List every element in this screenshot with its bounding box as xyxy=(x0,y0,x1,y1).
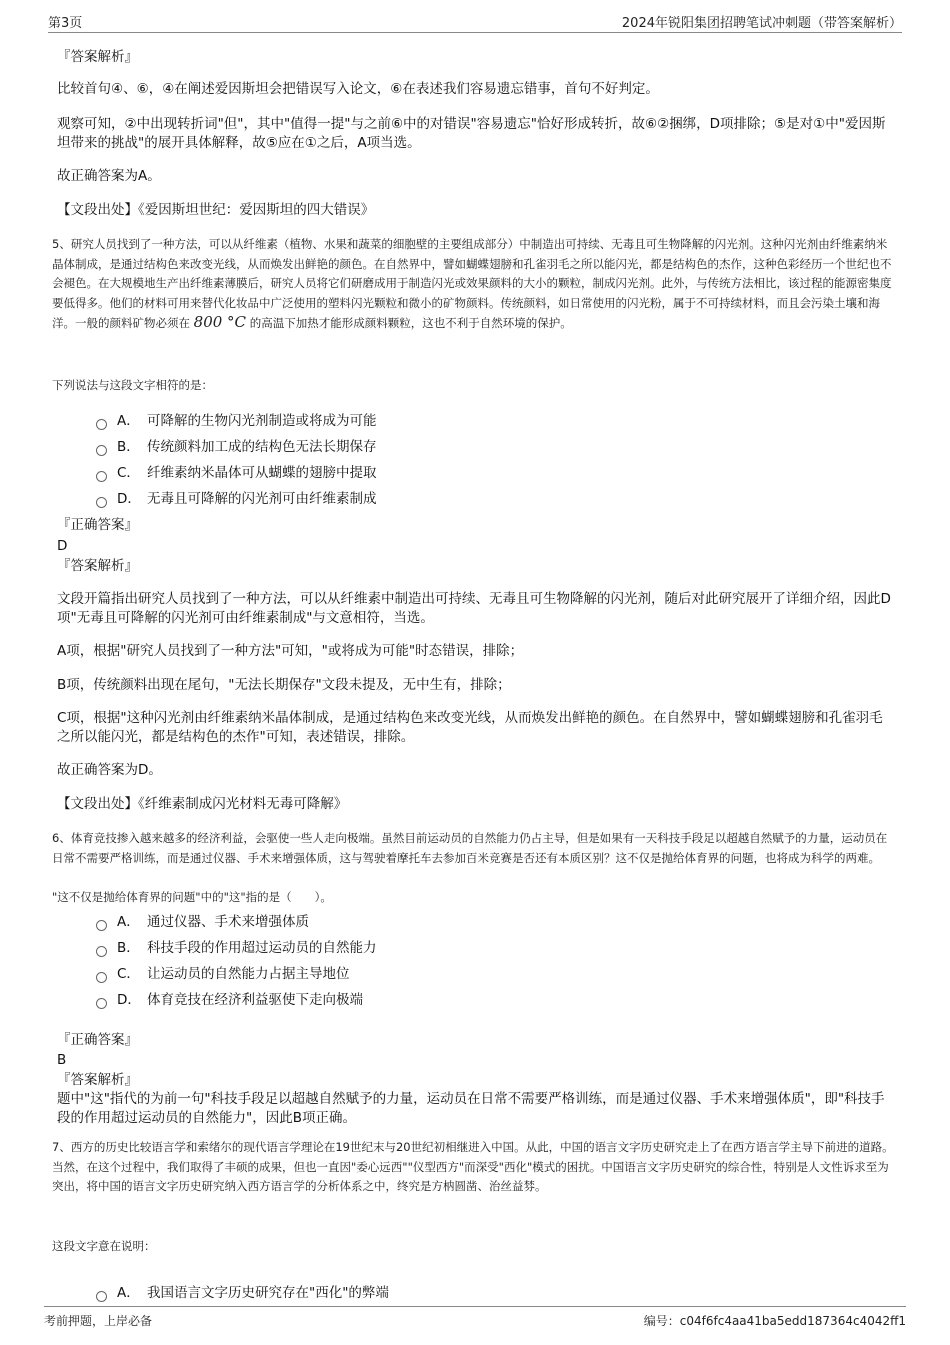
q5-analysis-5: 故正确答案为D。 xyxy=(57,762,162,778)
q7-question: 这段文字意在说明： xyxy=(52,1239,156,1253)
q6-option-a[interactable]: A． 通过仪器、手术来增强体质 xyxy=(96,912,309,932)
radio-icon[interactable] xyxy=(96,445,107,456)
q5-temperature: 800 °C xyxy=(193,313,247,331)
q5-option-d[interactable]: D． 无毒且可降解的闪光剂可由纤维素制成 xyxy=(96,489,377,509)
q6-option-b[interactable]: B． 科技手段的作用超过运动员的自然能力 xyxy=(96,938,377,958)
q4-analysis-p2: 观察可知，②中出现转折词"但"，其中"值得一提"与之前⑥中的对错误"容易遗忘"恰好形成转折，故⑥②捆绑，D项排除；⑤是对①中"爱因斯坦带来的挑战"的展开具体解释，故⑤应在①之后，A项当选。 xyxy=(57,116,886,151)
q5-option-b[interactable]: B． 传统颜料加工成的结构色无法长期保存 xyxy=(96,437,377,457)
q6-option-d[interactable]: D． 体育竞技在经济利益驱使下走向极端 xyxy=(96,990,363,1010)
q4-analysis-p1: 比较首句④、⑥，④在阐述爱因斯坦会把错误写入论文，⑥在表述我们容易遗忘错事，首句不好判定。 xyxy=(57,81,659,97)
q5-analysis-3: B项，传统颜料出现在尾句，"无法长期保存"文段未提及，无中生有，排除； xyxy=(57,677,511,693)
q6-answer-label: 『正确答案』 xyxy=(57,1032,138,1048)
q5-stem xyxy=(52,235,897,334)
q5-analysis-4: C项，根据"这种闪光剂由纤维素纳米晶体制成，是通过结构色来改变光线，从而焕发出鲜艳的颜色。在自然界中，譬如蝴蝶翅膀和孔雀羽毛之所以能闪光，都是结构色的杰作"可知，表述错误，排除。 xyxy=(57,710,883,745)
q5-analysis-2: A项，根据"研究人员找到了一种方法"可知，"或将成为可能"时态错误，排除； xyxy=(57,643,524,659)
q5-stem-b: 的高温下加热才能形成颜料颗粒，这也不利于自然环境的保护。 xyxy=(249,316,572,330)
q4-analysis-label: 『答案解析』 xyxy=(57,49,138,65)
q5-stem-a: 5、研究人员找到了一种方法，可以从纤维素（植物、水果和蔬菜的细胞壁的主要组成部分）中制造出可持续、无毒且可生物降解的闪光剂。这种闪光剂由纤维素纳米晶体制成，是通过结构色来改变光线，从而焕发出鲜艳的颜色。在自然界中，譬如蝴蝶翅膀和孔雀羽毛之所以能闪光，都是结构色的杰作，这种色彩经历一个世纪也不会褪色。在大规模地生产出纤维素薄膜后，研究人员将它们研磨成用于制造闪光或效果颜料的大小的颗粒，制成闪光剂。此外，与传统方法相比，该过程的能源密集度要低得多。他们的材料可用来替代化妆品中广泛使用的塑料闪光颗粒和微小的矿物颜料。传统颜料，如日常使用的闪光粉，属于不可持续材料，而且会污染土壤和海洋。一般的颜料矿物必须在 xyxy=(52,237,892,330)
q4-analysis-p3: 故正确答案为A。 xyxy=(57,168,161,184)
radio-icon[interactable] xyxy=(96,998,107,1009)
q6-stem: 6、体育竞技掺入越来越多的经济利益，会驱使一些人走向极端。虽然目前运动员的自然能力仍占主导，但是如果有一天科技手段足以超越自然赋予的力量，运动员在日常不需要严格训练，而是通过仪器、手术来增强体质，这与驾驶着摩托车去参加百米竞赛是否还有本质区别？这不仅是抛给体育界的问题，也将成为科学的两难。 xyxy=(52,831,888,865)
radio-icon[interactable] xyxy=(96,419,107,430)
q4-source: 【文段出处】《爱因斯坦世纪：爱因斯坦的四大错误》 xyxy=(57,202,375,218)
radio-icon[interactable] xyxy=(96,1291,107,1302)
q5-analysis-1: 文段开篇指出研究人员找到了一种方法，可以从纤维素中制造出可持续、无毒且可生物降解的闪光剂，随后对此研究展开了详细介绍，因此D项"无毒且可降解的闪光剂可由纤维素制成"与文意相符，当选。 xyxy=(57,591,891,626)
q6-option-c[interactable]: C． 让运动员的自然能力占据主导地位 xyxy=(96,964,350,984)
q6-analysis: 题中"这"指代的为前一句"科技手段足以超越自然赋予的力量，运动员在日常不需要严格训练，而是通过仪器、手术来增强体质"，即"科技手段的作用超过运动员的自然能力"，因此B项正确。 xyxy=(57,1091,885,1126)
q6-analysis-label: 『答案解析』 xyxy=(57,1072,138,1088)
q6-question: "这不仅是抛给体育界的问题"中的"这"指的是（ ）。 xyxy=(52,890,332,904)
q5-source: 【文段出处】《纤维素制成闪光材料无毒可降解》 xyxy=(57,796,348,812)
radio-icon[interactable] xyxy=(96,946,107,957)
page-header xyxy=(48,12,902,33)
q5-answer-label: 『正确答案』 xyxy=(57,517,138,533)
doc-title: 2024年锐阳集团招聘笔试冲刺题（带答案解析） xyxy=(621,16,902,31)
q5-option-a[interactable]: A． 可降解的生物闪光剂制造或将成为可能 xyxy=(96,411,377,431)
page-footer xyxy=(44,1306,906,1329)
footer-slogan: 考前押题，上岸必备 xyxy=(44,1314,153,1328)
q6-answer: B xyxy=(57,1052,67,1068)
q5-answer: D xyxy=(57,538,68,554)
page-number: 第3页 xyxy=(48,16,83,31)
q5-analysis-label: 『答案解析』 xyxy=(57,558,138,574)
q7-option-a[interactable]: A． 我国语言文字历史研究存在"西化"的弊端 xyxy=(96,1283,389,1303)
q7-stem: 7、西方的历史比较语言学和索绪尔的现代语言学理论在19世纪末与20世纪初相继进入中国。从此，中国的语言文字历史研究走上了在西方语言学主导下前进的道路。当然，在这个过程中，我们取得了丰硕的成果，但也一直因"委心远西""仪型西方"而深受"西化"模式的困扰。中国语言文字历史研究的综合性，特别是人文性诉求至为突出，将中国的语言文字历史研究纳入西方语言学的分析体系之中，终究是方枘圆凿、治丝益棼。 xyxy=(52,1140,894,1193)
radio-icon[interactable] xyxy=(96,471,107,482)
radio-icon[interactable] xyxy=(96,497,107,508)
radio-icon[interactable] xyxy=(96,972,107,983)
q5-question: 下列说法与这段文字相符的是： xyxy=(52,378,213,392)
footer-code: 编号：c04f6fc4aa41ba5edd187364c4042ff1 xyxy=(643,1314,906,1328)
q5-option-c[interactable]: C． 纤维素纳米晶体可从蝴蝶的翅膀中提取 xyxy=(96,463,377,483)
radio-icon[interactable] xyxy=(96,920,107,931)
